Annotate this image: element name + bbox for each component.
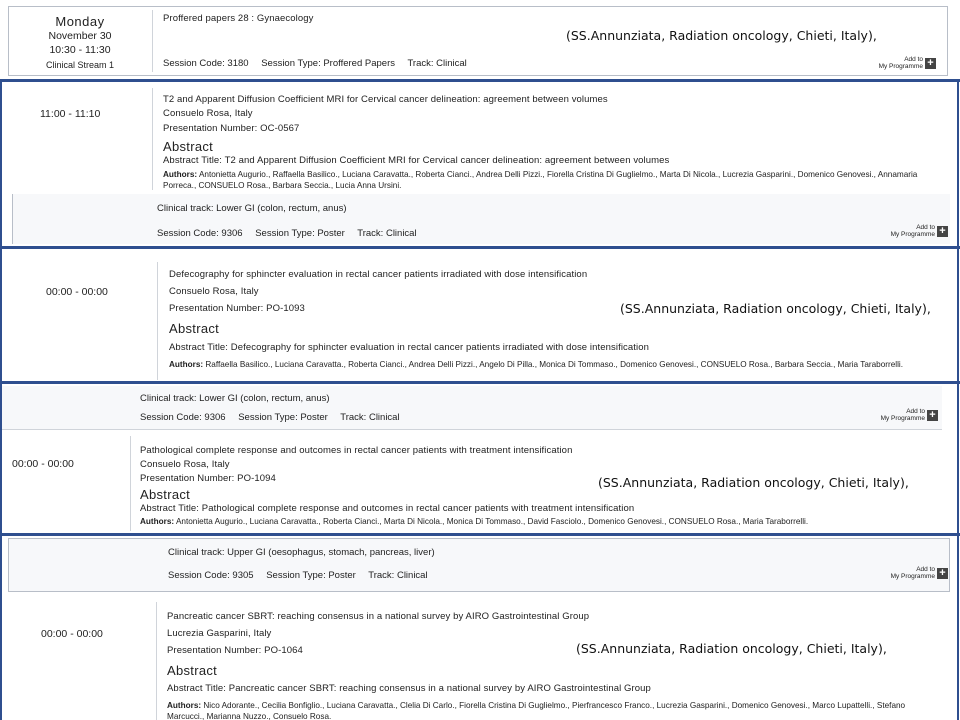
- abstract-heading: Abstract: [140, 487, 191, 502]
- abstract-title: Abstract Title: Pathological complete response and outcomes in rectal cancer patients with treatment intensification: [140, 503, 635, 514]
- header-divider: [152, 10, 153, 72]
- session-code: Session Code: 9306: [140, 412, 226, 423]
- presentation-time: 00:00 - 00:00: [12, 458, 74, 470]
- plus-icon: +: [937, 226, 948, 237]
- authors-list: Authors: Nico Adorante., Cecilia Bonfiglio., Luciana Caravatta., Clelia Di Carlo., Fiorella Cristina Di Guglielmo., Pierfrancesco Franco., Lucrezia Gasparini., Domenico Genovesi., Marco Lupattelli., Stefano Marcucci., Marianna Nuzzo., Consuelo Rosa.: [167, 701, 906, 720]
- affiliation-note: (SS.Annunziata, Radiation oncology, Chieti, Italy),: [620, 301, 931, 316]
- track-name: Clinical track: Lower GI (colon, rectum, anus): [140, 393, 330, 404]
- presentation-divider: [152, 88, 153, 190]
- abstract-title: Abstract Title: T2 and Apparent Diffusion Coefficient MRI for Cervical cancer delineation: agreement between volumes: [163, 155, 670, 166]
- affiliation-note: (SS.Annunziata, Radiation oncology, Chieti, Italy),: [598, 475, 909, 490]
- session-code: Session Code: 9305: [168, 570, 254, 581]
- presentation-title[interactable]: Pancreatic cancer SBRT: reaching consensus in a national survey by AIRO Gastrointestinal Group: [167, 611, 590, 622]
- presentation-number: Presentation Number: PO-1094: [140, 473, 276, 484]
- session-track: Track: Clinical: [340, 412, 400, 423]
- page-frame-right: [957, 79, 959, 720]
- session-panel: [12, 194, 950, 244]
- presenter-name: Consuelo Rosa, Italy: [169, 286, 259, 297]
- plus-icon: +: [927, 410, 938, 421]
- session-type: Session Type: Poster: [266, 570, 356, 581]
- plus-icon: +: [937, 568, 948, 579]
- presentation-number: Presentation Number: PO-1064: [167, 645, 303, 656]
- presenter-name: Lucrezia Gasparini, Italy: [167, 628, 272, 639]
- session-title[interactable]: Proffered papers 28 : Gynaecology: [163, 13, 314, 24]
- presentation-title[interactable]: Defecography for sphincter evaluation in rectal cancer patients irradiated with dose intensification: [169, 269, 588, 280]
- session-meta: [157, 228, 427, 239]
- presenter-name: Consuelo Rosa, Italy: [163, 108, 253, 119]
- track-name: Clinical track: Lower GI (colon, rectum, anus): [157, 203, 347, 214]
- session-meta: [140, 412, 410, 423]
- page-frame-left: [0, 79, 2, 720]
- session-panel: [8, 538, 950, 592]
- presentation-time: 00:00 - 00:00: [46, 286, 108, 298]
- presentation-title[interactable]: T2 and Apparent Diffusion Coefficient MRI for Cervical cancer delineation: agreement between volumes: [163, 94, 608, 105]
- section-divider: [0, 533, 960, 536]
- presenter-name: Consuelo Rosa, Italy: [140, 459, 230, 470]
- presentation-divider: [157, 262, 158, 380]
- session-track: Track: Clinical: [407, 58, 467, 69]
- day-label: Monday: [55, 14, 105, 29]
- add-to-programme-button[interactable]: Add to My Programme +: [862, 224, 948, 238]
- session-type: Session Type: Poster: [255, 228, 345, 239]
- session-meta: [168, 570, 438, 581]
- authors-list: Authors: Antonietta Augurio., Luciana Caravatta., Roberta Cianci., Marta Di Nicola., Monica Di Tommaso., David Fasciolo., Domenico Genovesi., CONSUELO Rosa., Maria Taraborrelli.: [140, 517, 809, 526]
- section-divider: [0, 381, 960, 384]
- session-type: Session Type: Proffered Papers: [261, 58, 395, 69]
- session-code: Session Code: 9306: [157, 228, 243, 239]
- date-label: November 30: [48, 30, 112, 42]
- session-meta: [163, 58, 477, 69]
- track-name: Clinical track: Upper GI (oesophagus, stomach, pancreas, liver): [168, 547, 435, 558]
- presentation-time: 11:00 - 11:10: [40, 108, 101, 120]
- authors-list: Authors: Raffaella Basilico., Luciana Caravatta., Roberta Cianci., Andrea Delli Pizzi., Angelo Di Pilla., Monica Di Tommaso., Domenico Genovesi., CONSUELO Rosa., Barbara Seccia., Maria Taraborrelli.: [169, 360, 903, 369]
- session-type: Session Type: Poster: [238, 412, 328, 423]
- add-to-programme-button[interactable]: Add to My Programme +: [862, 566, 948, 580]
- add-to-programme-button[interactable]: Add to My Programme +: [852, 408, 938, 422]
- abstract-title: Abstract Title: Pancreatic cancer SBRT: reaching consensus in a national survey by AIRO Gastrointestinal Group: [167, 683, 651, 694]
- add-to-programme-button[interactable]: Add to My Programme +: [850, 56, 936, 70]
- abstract-heading: Abstract: [167, 663, 218, 678]
- presentation-divider: [156, 602, 157, 720]
- presentation-time: 00:00 - 00:00: [41, 628, 103, 640]
- abstract-heading: Abstract: [169, 321, 220, 336]
- stream-label: Clinical Stream 1: [45, 60, 115, 70]
- presentation-title[interactable]: Pathological complete response and outcomes in rectal cancer patients with treatment intensification: [140, 445, 573, 456]
- section-divider: [0, 246, 960, 249]
- affiliation-note: (SS.Annunziata, Radiation oncology, Chieti, Italy),: [576, 641, 887, 656]
- abstract-title: Abstract Title: Defecography for sphincter evaluation in rectal cancer patients irradiated with dose intensification: [169, 342, 649, 353]
- abstract-heading: Abstract: [163, 139, 214, 154]
- authors-list: Authors: Antonietta Augurio., Raffaella Basilico., Luciana Caravatta., Roberta Cianci., Andrea Delli Pizzi., Fiorella Cristina Di Guglielmo., Marta Di Nicola., Lucrezia Gasparini., Domenico Genovesi., Annamaria Porreca., CONSUELO Rosa., Barbara Seccia., Lucia Anna Ursini.: [163, 170, 918, 190]
- time-range: 10:30 - 11:30: [49, 44, 111, 56]
- plus-icon: +: [925, 58, 936, 69]
- session-track: Track: Clinical: [357, 228, 417, 239]
- section-divider: [0, 79, 960, 82]
- presentation-number: Presentation Number: PO-1093: [169, 303, 305, 314]
- presentation-divider: [130, 436, 131, 531]
- presentation-number: Presentation Number: OC-0567: [163, 123, 300, 134]
- affiliation-note: (SS.Annunziata, Radiation oncology, Chieti, Italy),: [566, 28, 877, 43]
- session-track: Track: Clinical: [368, 570, 428, 581]
- session-code: Session Code: 3180: [163, 58, 249, 69]
